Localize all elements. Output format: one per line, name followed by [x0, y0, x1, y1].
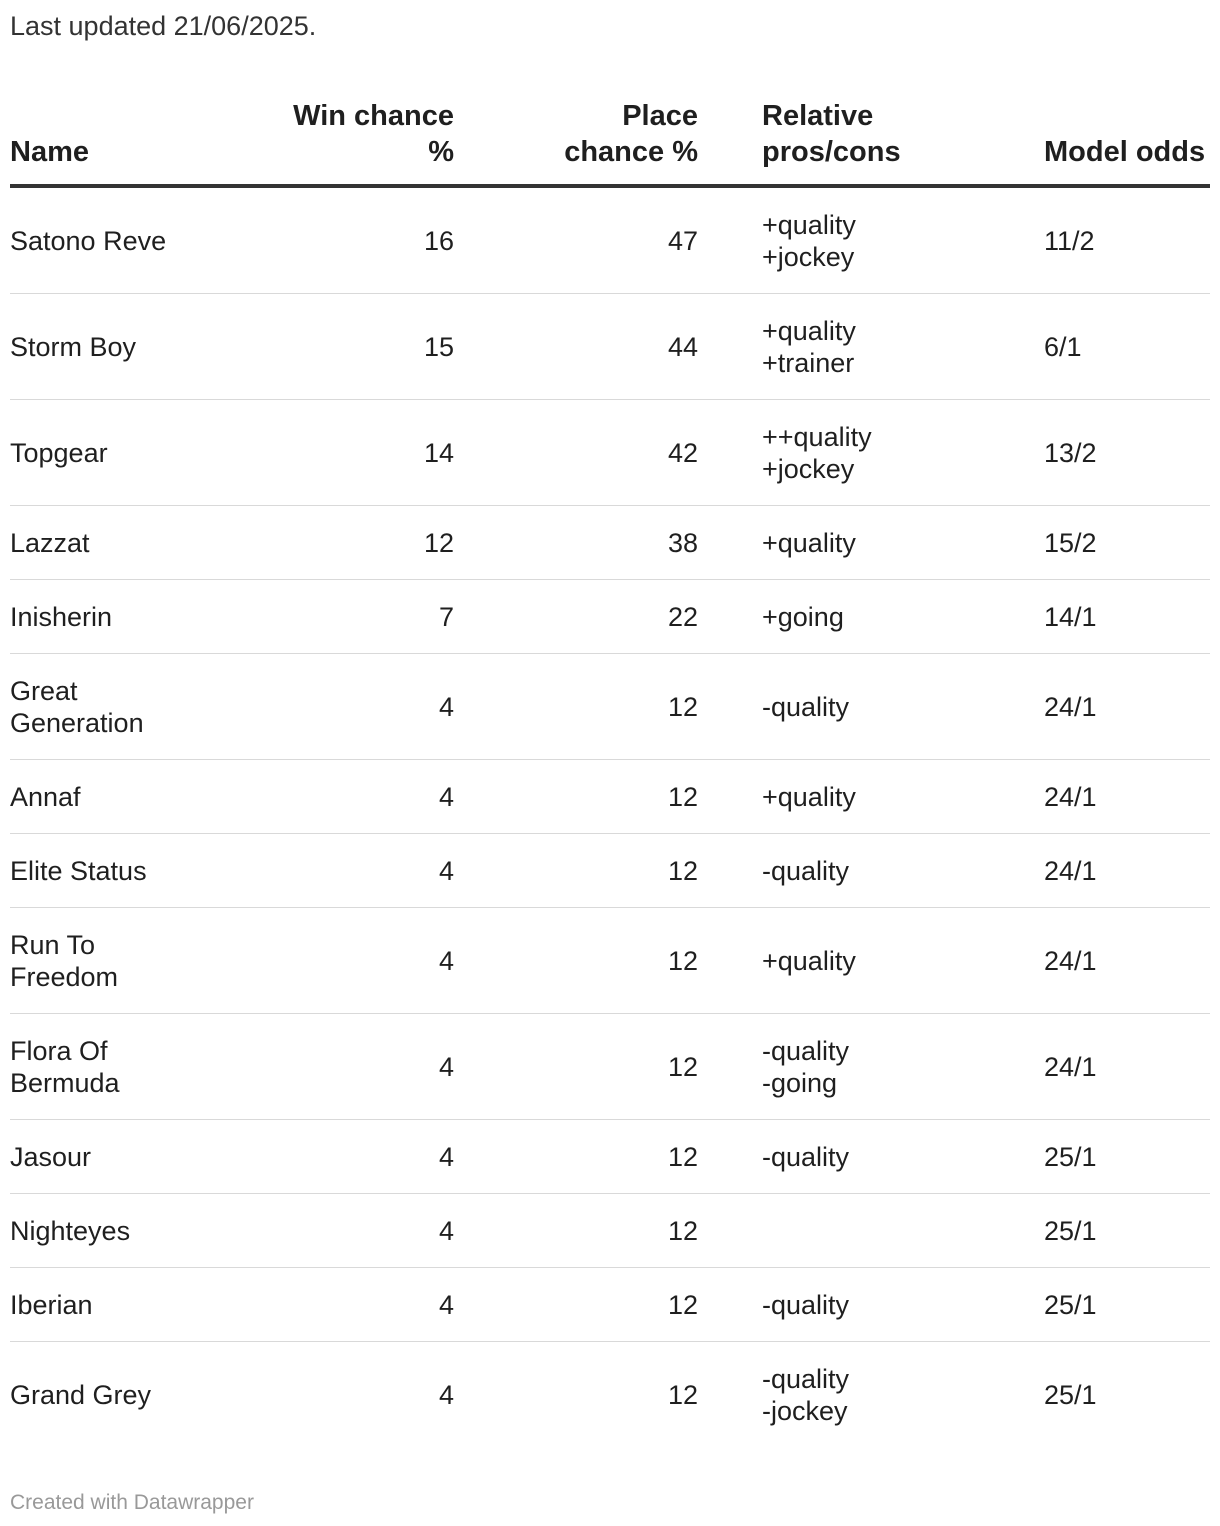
last-updated-text: Last updated 21/06/2025.	[10, 11, 317, 41]
cell-pros-cons: +quality	[762, 945, 856, 976]
cell-pros-cons: +quality +trainer	[762, 315, 856, 378]
cell-name: Lazzat	[10, 527, 90, 558]
cell-pros-cons: -quality -jockey	[762, 1364, 850, 1426]
cell-win: 4	[438, 1380, 454, 1410]
footer-credit[interactable]: Created with Datawrapper	[10, 1491, 254, 1514]
cell-place: 12	[667, 1380, 698, 1410]
cell-odds: 24/1	[1044, 781, 1097, 812]
cell-win: 15	[423, 331, 454, 362]
cell-place: 12	[667, 945, 698, 976]
table-row	[10, 580, 1210, 654]
cell-pros-cons: +quality	[762, 781, 856, 812]
table-row	[10, 188, 1210, 294]
cell-win: 4	[438, 1215, 454, 1246]
cell-odds: 24/1	[1044, 1051, 1097, 1082]
table-row	[10, 294, 1210, 400]
cell-odds: 25/1	[1044, 1380, 1097, 1410]
cell-odds: 24/1	[1044, 691, 1097, 722]
cell-place: 12	[667, 1215, 698, 1246]
cell-name: Great Generation	[10, 675, 144, 738]
table-row	[10, 908, 1210, 1014]
cell-place: 12	[667, 781, 698, 812]
header-name[interactable]: Name	[10, 136, 89, 168]
cell-odds: 15/2	[1044, 527, 1097, 558]
header-pros-cons[interactable]: Relative pros/cons	[762, 100, 901, 168]
cell-place: 12	[667, 1289, 698, 1320]
cell-win: 4	[438, 945, 454, 976]
cell-odds: 24/1	[1044, 855, 1097, 886]
cell-odds: 13/2	[1044, 437, 1097, 468]
cell-odds: 6/1	[1044, 331, 1082, 362]
cell-win: 4	[438, 855, 454, 886]
cell-place: 12	[667, 855, 698, 886]
cell-win: 7	[438, 601, 454, 632]
cell-pros-cons: -quality	[762, 1289, 850, 1320]
cell-name: Run To Freedom	[10, 929, 119, 992]
cell-win: 4	[438, 1141, 454, 1172]
cell-place: 42	[667, 437, 698, 468]
cell-place: 38	[667, 527, 698, 558]
cell-pros-cons: -quality	[762, 691, 850, 722]
cell-name: Annaf	[10, 781, 81, 812]
cell-name: Satono Reve	[10, 225, 167, 256]
cell-place: 12	[667, 1051, 698, 1082]
table-row	[10, 400, 1210, 506]
cell-name: Iberian	[10, 1289, 93, 1320]
table-row	[10, 1342, 1210, 1448]
cell-odds: 24/1	[1044, 945, 1097, 976]
cell-odds: 25/1	[1044, 1289, 1097, 1320]
cell-pros-cons: ++quality +jockey	[762, 421, 872, 484]
cell-place: 12	[667, 691, 698, 722]
cell-win: 4	[438, 1051, 454, 1082]
cell-win: 4	[438, 691, 454, 722]
cell-odds: 14/1	[1044, 601, 1097, 632]
table-row	[10, 506, 1210, 580]
cell-pros-cons: -quality	[762, 1141, 850, 1172]
header-win-chance[interactable]: Win chance %	[293, 100, 454, 168]
table-row	[10, 654, 1210, 760]
odds-table	[10, 84, 1210, 1448]
cell-pros-cons: +quality +jockey	[762, 209, 856, 272]
cell-name: Flora Of Bermuda	[10, 1035, 120, 1098]
table-row	[10, 1268, 1210, 1342]
cell-win: 16	[423, 225, 454, 256]
header-model-odds[interactable]: Model odds	[1044, 136, 1206, 168]
table-row	[10, 1194, 1210, 1268]
table-row	[10, 760, 1210, 834]
cell-win: 4	[438, 781, 454, 812]
cell-name: Nighteyes	[10, 1215, 131, 1246]
cell-odds: 25/1	[1044, 1141, 1097, 1172]
table-header	[10, 84, 1210, 188]
cell-name: Inisherin	[10, 601, 113, 632]
cell-place: 44	[667, 331, 698, 362]
cell-odds: 25/1	[1044, 1215, 1097, 1246]
cell-place: 22	[667, 601, 698, 632]
cell-name: Storm Boy	[10, 331, 137, 362]
cell-win: 4	[438, 1289, 454, 1320]
cell-name: Jasour	[10, 1141, 92, 1172]
cell-win: 12	[423, 527, 454, 558]
table-row	[10, 1014, 1210, 1120]
cell-pros-cons: +quality	[762, 527, 856, 558]
cell-name: Grand Grey	[10, 1380, 152, 1410]
cell-place: 47	[667, 225, 698, 256]
cell-odds: 11/2	[1044, 225, 1095, 256]
table-row	[10, 1120, 1210, 1194]
table-row	[10, 834, 1210, 908]
cell-name: Elite Status	[10, 855, 147, 886]
cell-win: 14	[423, 437, 454, 468]
cell-pros-cons: -quality -going	[762, 1035, 850, 1098]
cell-place: 12	[667, 1141, 698, 1172]
header-place-chance[interactable]: Place chance %	[564, 100, 698, 168]
cell-pros-cons: +going	[762, 601, 844, 632]
cell-pros-cons: -quality	[762, 855, 850, 886]
cell-name: Topgear	[10, 437, 108, 468]
